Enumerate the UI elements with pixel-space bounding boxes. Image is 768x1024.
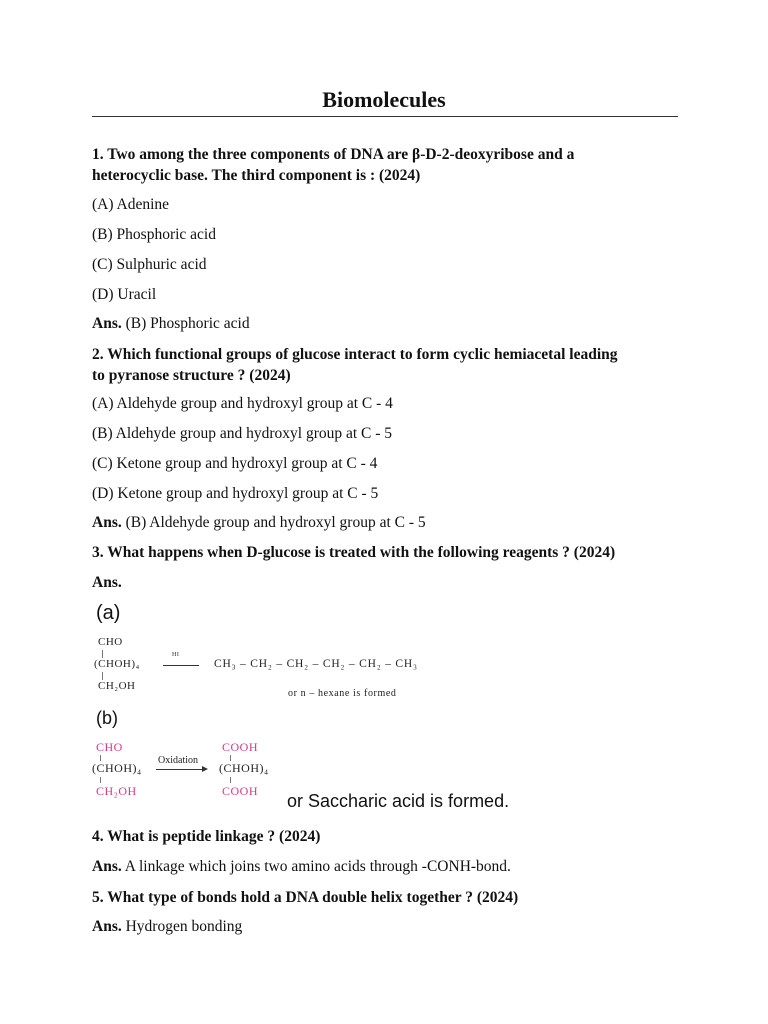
- reaction-a-arrow: [163, 665, 199, 666]
- ans-label: Ans.: [92, 315, 122, 332]
- q1-answer-text: (B) Phosphoric acid: [125, 315, 250, 332]
- question-5: 5. What type of bonds hold a DNA double helix together ? (2024): [92, 889, 519, 906]
- reaction-b-arrow: [156, 769, 206, 770]
- q3-ans-label: Ans.: [92, 574, 122, 591]
- reaction-b-reactant-2: (CHOH)₄: [92, 761, 142, 775]
- question-1-line-2: heterocyclic base. The third component is : (2024): [92, 167, 421, 184]
- q2-option-d: (D) Ketone group and hydroxyl group at C - 5: [92, 485, 379, 502]
- question-4: 4. What is peptide linkage ? (2024): [92, 828, 321, 845]
- reaction-a-label: (a): [96, 602, 121, 624]
- page-title: Biomolecules: [322, 87, 446, 112]
- question-2-line-1: 2. Which functional groups of glucose interact to form cyclic hemiacetal leading: [92, 346, 618, 363]
- ans-label: Ans.: [92, 918, 122, 935]
- title-divider: [92, 116, 678, 117]
- arrow-head-icon: [202, 766, 208, 772]
- q1-option-b: (B) Phosphoric acid: [92, 226, 216, 243]
- q1-option-a: (A) Adenine: [92, 196, 170, 213]
- reaction-b-label: (b): [96, 708, 118, 728]
- reaction-b-product-1: COOH: [222, 740, 259, 754]
- reaction-b-reactant-1: CHO: [96, 740, 123, 754]
- ans-label: Ans.: [92, 858, 122, 875]
- reaction-a-reagent: HI: [172, 652, 180, 658]
- reaction-a-reactant-2: (CHOH)₄: [94, 658, 140, 670]
- reaction-a-reactant-3: CH₂OH: [98, 680, 136, 692]
- reaction-b-product-3: COOH: [222, 784, 259, 798]
- q2-answer-text: (B) Aldehyde group and hydroxyl group at C - 5: [125, 514, 426, 531]
- q4-answer: [92, 857, 511, 877]
- q1-option-d: (D) Uracil: [92, 286, 157, 303]
- q2-option-c: (C) Ketone group and hydroxyl group at C - 4: [92, 455, 378, 472]
- reaction-b-product-2: (CHOH)₄: [219, 761, 269, 775]
- q1-option-c: (C) Sulphuric acid: [92, 256, 207, 273]
- q5-answer-text: Hydrogen bonding: [125, 918, 243, 935]
- q2-answer: [92, 513, 426, 533]
- question-2-line-2: to pyranose structure ? (2024): [92, 367, 291, 384]
- ans-label: Ans.: [92, 514, 122, 531]
- reaction-b-reagent: Oxidation: [158, 755, 198, 766]
- reaction-b-reactant-3: CH₂OH: [96, 784, 137, 798]
- reaction-b-note: or Saccharic acid is formed.: [287, 791, 510, 811]
- question-3: 3. What happens when D-glucose is treated with the following reagents ? (2024): [92, 544, 616, 561]
- q1-answer: [92, 314, 250, 334]
- q2-option-b: (B) Aldehyde group and hydroxyl group at C - 5: [92, 425, 393, 442]
- q4-answer-text: A linkage which joins two amino acids through -CONH-bond.: [124, 858, 511, 875]
- q2-option-a: (A) Aldehyde group and hydroxyl group at C - 4: [92, 395, 393, 412]
- reaction-a-product: CH₃ – CH₂ – CH₂ – CH₂ – CH₂ – CH₃: [214, 658, 418, 670]
- reaction-a-note: or n – hexane is formed: [288, 688, 397, 699]
- reaction-a-reactant-1: CHO: [98, 636, 123, 648]
- question-1-line-1: 1. Two among the three components of DNA are β-D-2-deoxyribose and a: [92, 146, 575, 163]
- q5-answer: [92, 917, 242, 937]
